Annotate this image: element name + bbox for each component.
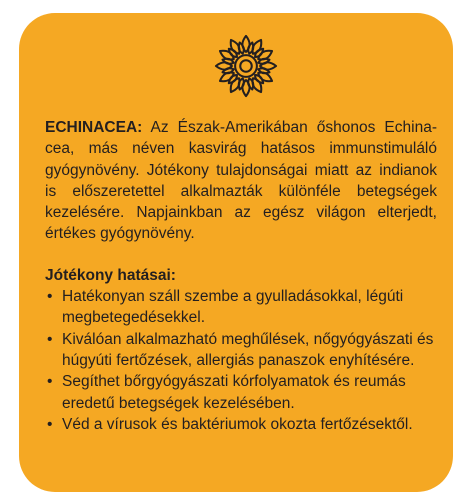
sunflower-icon — [214, 34, 278, 98]
effects-list — [45, 286, 437, 435]
intro-title: ECHINACEA: — [45, 119, 143, 136]
effect-item: • Segíthet bőrgyógyászati kórfolyamatok és reumás eredetű betegségek kezelésében. — [45, 371, 437, 414]
effects-heading: Jótékony hatásai: — [45, 266, 176, 284]
effect-item: • Véd a vírusok és baktériumok okozta fertőzésektől. — [45, 414, 437, 435]
effect-item: • Kiválóan alkalmazható meghűlések, nőgyógyászati és húgyúti fertőzések, allergiás panaszok enyhítésére. — [45, 329, 437, 372]
echinacea-info-card — [19, 13, 453, 492]
card-text — [45, 117, 437, 435]
intro-text: Az Észak-Amerikában őshonos Echinacea, más néven kasvirág hatásos immunstimuláló gyógynövény. Jótékony tulajdonságai miatt az indianok is előszeretettel alkalmazták különféle betegségek kezelésére. Napjainkban az egész világon elterjedt, értékes gyógynövény. — [45, 119, 437, 243]
effect-item: • Hatékonyan száll szembe a gyulladásokkal, légúti megbetegedésekkel. — [45, 286, 437, 329]
intro-paragraph — [45, 117, 437, 245]
